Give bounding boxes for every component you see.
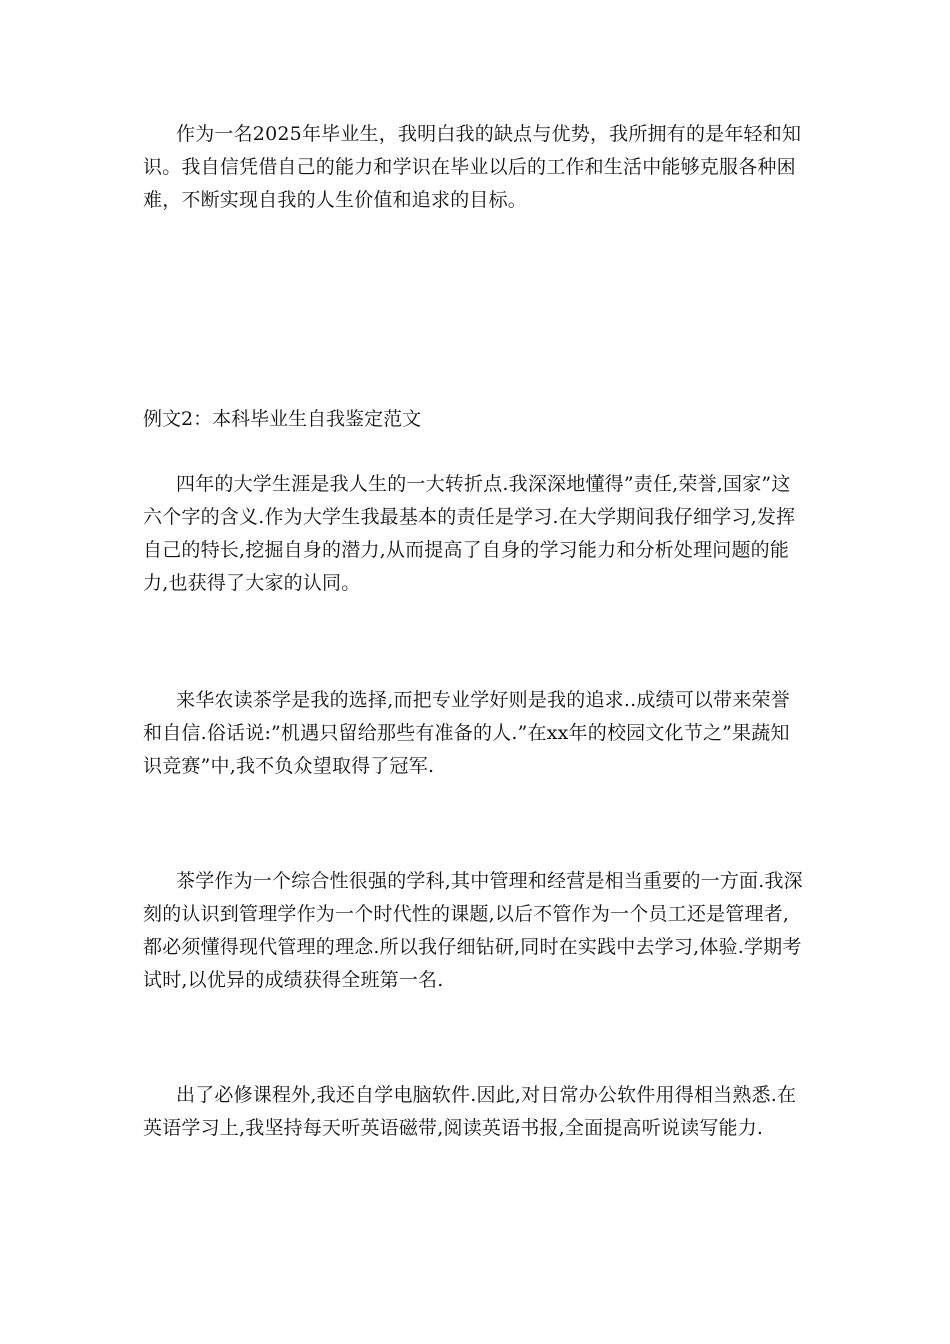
- paragraph-5: 出了必修课程外,我还自学电脑软件.因此,对日常办公软件用得相当熟悉.在英语学习上,我坚持每天听英语磁带,阅读英语书报,全面提高听说读写能力.: [143, 1084, 797, 1139]
- example-2-heading: 例文2：本科毕业生自我鉴定范文: [143, 408, 422, 430]
- paragraph-3: 来华农读茶学是我的选择,而把专业学好则是我的追求..成绩可以带来荣誉和自信.俗话说:”机遇只留给那些有准备的人.”在xx年的校园文化节之”果蔬知识竞赛”中,我不负众望取得了冠军.: [143, 689, 790, 777]
- paragraph-2: 四年的大学生涯是我人生的一大转折点.我深深地懂得”责任,荣誉,国家”这六个字的含义.作为大学生我最基本的责任是学习.在大学期间我仔细学习,发挥自己的特长,挖掘自身的潜力,从而提高了自身的学习能力和分析处理问题的能力,也获得了大家的认同。: [143, 473, 796, 594]
- paragraph-1: 作为一名2025年毕业生，我明白我的缺点与优势，我所拥有的是年轻和知识。我自信凭借自己的能力和学识在毕业以后的工作和生活中能够克服各种困难，不断实现自我的人生价值和追求的目标。: [143, 123, 802, 211]
- paragraph-4: 茶学作为一个综合性很强的学科,其中管理和经营是相当重要的一方面.我深刻的认识到管理学作为一个时代性的课题,以后不管作为一个员工还是管理者,都必须懂得现代管理的理念.所以我仔细钻研,同时在实践中去学习,体验.学期考试时,以优异的成绩获得全班第一名.: [143, 870, 803, 991]
